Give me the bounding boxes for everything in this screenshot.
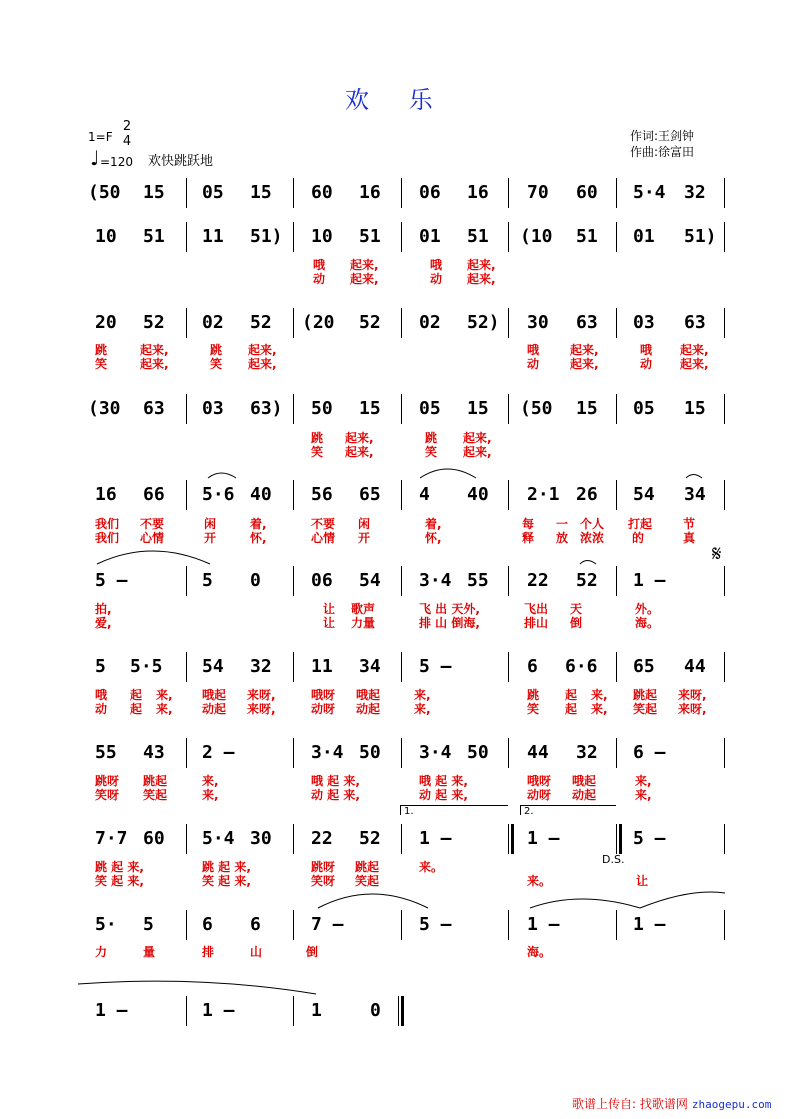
lyric: 来, <box>591 702 608 716</box>
note-group: 15 <box>359 398 381 419</box>
note-group: 15 <box>250 182 272 203</box>
note-group: 30 <box>250 828 272 849</box>
note-group: 10 <box>311 226 333 247</box>
lyric: 动起 <box>202 702 227 716</box>
lyric: 来。 <box>527 874 552 888</box>
note-group: 5 <box>95 656 106 677</box>
time-top: 2 <box>122 119 132 134</box>
lyric: 开 <box>358 531 371 545</box>
lyric: 跳 <box>527 688 540 702</box>
note-group: 2 – <box>202 742 235 763</box>
lyric: 笑 起 来, <box>202 874 251 888</box>
slur <box>97 551 210 564</box>
note-group: 5 <box>143 914 154 935</box>
lyric: 哦 <box>313 258 326 272</box>
performance-style: 欢快跳跃地 <box>148 154 214 169</box>
lyric: 爱, <box>95 616 112 630</box>
lyric: 来, <box>591 688 608 702</box>
note-group: 6·6 <box>565 656 598 677</box>
lyric: 山 <box>250 945 263 959</box>
note-group: 52) <box>467 312 500 333</box>
note-group: 54 <box>202 656 224 677</box>
note-group: 63 <box>684 312 706 333</box>
note-group: 51) <box>250 226 283 247</box>
lyric: 笑 <box>210 357 223 371</box>
lyric: 笑起 <box>143 788 168 802</box>
note-group: 5·6 <box>202 484 235 505</box>
lyric: 起来, <box>140 357 169 371</box>
lyric: 来, <box>156 688 173 702</box>
note-group: 54 <box>359 570 381 591</box>
footer-site-link[interactable]: zhaogepu.com <box>691 1098 772 1111</box>
note-group: 01 <box>419 226 441 247</box>
note-group: 1 – <box>95 1000 128 1021</box>
lyric: 起 <box>565 688 578 702</box>
lyric: 笑呀 <box>311 874 336 888</box>
lyric: 跳 起 来, <box>202 860 251 874</box>
note-group: 5·4 <box>202 828 235 849</box>
note-group: 5· <box>95 914 117 935</box>
lyric: 让 <box>636 874 649 888</box>
lyric: 动 起 来, <box>311 788 360 802</box>
note-group: 6 <box>250 914 261 935</box>
note-group: 10 <box>95 226 117 247</box>
lyric: 跳 <box>210 343 223 357</box>
lyric: 动呀 <box>527 788 552 802</box>
note-group: 40 <box>250 484 272 505</box>
lyric: 来呀, <box>247 688 276 702</box>
lyric: 哦起 <box>202 688 227 702</box>
lyric: 跳呀 <box>95 774 120 788</box>
note-group: 1 – <box>202 1000 235 1021</box>
note-group: 51 <box>576 226 598 247</box>
lyric: 让 <box>323 616 336 630</box>
lyric: 起来, <box>345 431 374 445</box>
lyric: 力 <box>95 945 108 959</box>
lyric: 来呀, <box>678 702 707 716</box>
note-group: 66 <box>143 484 165 505</box>
lyric: 闲 <box>358 517 371 531</box>
lyric: 笑 起 来, <box>95 874 144 888</box>
note-group: 0 <box>370 1000 381 1021</box>
note-group: 16 <box>467 182 489 203</box>
lyric: 跳 起 来, <box>95 860 144 874</box>
lyric: 动 <box>95 702 108 716</box>
note-group: (30 <box>88 398 121 419</box>
lyric: 海。 <box>635 616 660 630</box>
note-group: 51 <box>143 226 165 247</box>
composer: 作曲:徐富田 <box>630 145 695 159</box>
note-group: 7·7 <box>95 828 128 849</box>
note-group: 26 <box>576 484 598 505</box>
lyric: 怀, <box>425 531 442 545</box>
lyric: 哦 起 来, <box>419 774 468 788</box>
note-group: 15 <box>143 182 165 203</box>
lyric: 起来, <box>467 258 496 272</box>
lyric: 来, <box>202 788 219 802</box>
note-group: 5 – <box>419 914 452 935</box>
note-group: 11 <box>202 226 224 247</box>
note-group: 52 <box>359 312 381 333</box>
lyric: 放 <box>556 531 569 545</box>
lyric: 一 <box>556 517 569 531</box>
note-group: (20 <box>302 312 335 333</box>
note-group: 03 <box>202 398 224 419</box>
note-group: 50 <box>359 742 381 763</box>
note-group: 40 <box>467 484 489 505</box>
lyric: 哦 <box>430 258 443 272</box>
lyric: 笑 <box>95 357 108 371</box>
lyric: 排山 <box>524 616 549 630</box>
lyric: 起来, <box>248 357 277 371</box>
lyric: 哦 起 来, <box>311 774 360 788</box>
lyric: 动起 <box>572 788 597 802</box>
lyric: 真 <box>683 531 696 545</box>
quarter-note-icon: ♩ <box>90 146 100 170</box>
lyric: 浓浓 <box>580 531 605 545</box>
footer <box>572 1095 771 1112</box>
note-group: 02 <box>419 312 441 333</box>
note-group: 50 <box>467 742 489 763</box>
note-group: 70 <box>527 182 549 203</box>
lyric: 个人 <box>580 517 605 531</box>
note-group: 32 <box>250 656 272 677</box>
note-group: 51 <box>467 226 489 247</box>
note-group: 20 <box>95 312 117 333</box>
lyric: 海。 <box>527 945 552 959</box>
note-group: 63 <box>576 312 598 333</box>
note-group: 05 <box>202 182 224 203</box>
slur <box>530 899 640 908</box>
note-group: 05 <box>633 398 655 419</box>
note-group: 15 <box>684 398 706 419</box>
note-group: 60 <box>311 182 333 203</box>
time-bottom: 4 <box>122 134 132 149</box>
lyricist: 作词:王剑钟 <box>630 129 695 143</box>
slur <box>208 473 236 478</box>
tempo-value: =120 <box>100 155 133 169</box>
note-group: 50 <box>311 398 333 419</box>
note-group: 43 <box>143 742 165 763</box>
note-group: 5 – <box>95 570 128 591</box>
note-group: (50 <box>88 182 121 203</box>
note-group: 52 <box>143 312 165 333</box>
note-group: 02 <box>202 312 224 333</box>
lyric: 力量 <box>351 616 376 630</box>
lyric: 让 <box>323 602 336 616</box>
note-group: 52 <box>576 570 598 591</box>
note-group: 44 <box>684 656 706 677</box>
slur <box>640 892 725 908</box>
note-group: 6 <box>527 656 538 677</box>
song-title: 欢 乐 <box>345 86 449 114</box>
lyric: 外。 <box>635 602 660 616</box>
lyric: 怀, <box>250 531 267 545</box>
note-group: 54 <box>633 484 655 505</box>
lyric: 排 山 倒海, <box>419 616 480 630</box>
volta-1-label: 1. <box>404 806 414 817</box>
note-group: 56 <box>311 484 333 505</box>
note-group: 3·4 <box>419 570 452 591</box>
note-group: 05 <box>419 398 441 419</box>
lyric: 笑起 <box>633 702 658 716</box>
note-group: 51) <box>684 226 717 247</box>
lyric: 起来, <box>350 272 379 286</box>
lyric: 跳 <box>425 431 438 445</box>
lyric: 来, <box>414 702 431 716</box>
note-group: 2·1 <box>527 484 560 505</box>
lyric: 来, <box>635 788 652 802</box>
lyric: 起来, <box>570 357 599 371</box>
lyric: 起 <box>130 702 143 716</box>
dal-segno: D.S. <box>602 853 625 866</box>
lyric: 起 <box>565 702 578 716</box>
lyric: 笑呀 <box>95 788 120 802</box>
note-group: 22 <box>311 828 333 849</box>
note-group: 34 <box>684 484 706 505</box>
lyric: 着, <box>425 517 442 531</box>
lyric: 的 <box>632 531 645 545</box>
lyric: 不要 <box>311 517 336 531</box>
note-group: (50 <box>520 398 553 419</box>
note-group: 63) <box>250 398 283 419</box>
lyric: 倒 <box>570 616 583 630</box>
lyric: 起来, <box>680 343 709 357</box>
lyric: 起来, <box>350 258 379 272</box>
lyric: 不要 <box>140 517 165 531</box>
note-group: 44 <box>527 742 549 763</box>
lyric: 起来, <box>140 343 169 357</box>
note-group: (10 <box>520 226 553 247</box>
note-group: 1 <box>311 1000 322 1021</box>
note-group: 52 <box>359 828 381 849</box>
slur <box>420 469 476 478</box>
lyric: 节 <box>683 517 696 531</box>
lyric: 笑 <box>527 702 540 716</box>
note-group: 3·4 <box>419 742 452 763</box>
note-group: 5 – <box>419 656 452 677</box>
lyric: 每 <box>522 517 535 531</box>
lyric: 动起 <box>356 702 381 716</box>
note-group: 32 <box>684 182 706 203</box>
note-group: 1 – <box>527 914 560 935</box>
note-group: 55 <box>95 742 117 763</box>
lyric: 倒 <box>306 945 319 959</box>
lyric: 起来, <box>345 445 374 459</box>
lyric: 笑起 <box>355 874 380 888</box>
lyric: 起来, <box>680 357 709 371</box>
lyric: 心情 <box>311 531 336 545</box>
volta-2-label: 2. <box>524 806 534 817</box>
lyric: 动 起 来, <box>419 788 468 802</box>
lyric: 来呀, <box>678 688 707 702</box>
lyric: 哦 <box>527 343 540 357</box>
lyric: 天 <box>570 602 583 616</box>
lyric: 量 <box>143 945 156 959</box>
lyric: 我们 <box>95 517 120 531</box>
note-group: 5 <box>202 570 213 591</box>
note-group: 52 <box>250 312 272 333</box>
note-group: 65 <box>359 484 381 505</box>
note-group: 5·4 <box>633 182 666 203</box>
lyric: 笑 <box>311 445 324 459</box>
note-group: 60 <box>143 828 165 849</box>
lyric: 释 <box>522 531 535 545</box>
key-signature: 1=F <box>88 130 113 144</box>
lyric: 哦 <box>95 688 108 702</box>
lyric: 动 <box>313 272 326 286</box>
lyric: 跳起 <box>143 774 168 788</box>
lyric: 心情 <box>140 531 165 545</box>
note-group: 0 <box>250 570 261 591</box>
note-group: 30 <box>527 312 549 333</box>
lyric: 我们 <box>95 531 120 545</box>
lyric: 跳起 <box>355 860 380 874</box>
lyric: 跳 <box>311 431 324 445</box>
note-group: 60 <box>576 182 598 203</box>
lyric: 歌声 <box>351 602 376 616</box>
lyric: 起来, <box>463 431 492 445</box>
lyric: 动 <box>527 357 540 371</box>
note-group: 16 <box>359 182 381 203</box>
note-group: 5·5 <box>130 656 163 677</box>
note-group: 63 <box>143 398 165 419</box>
lyric: 跳起 <box>633 688 658 702</box>
lyric: 哦 <box>640 343 653 357</box>
slur <box>318 894 428 908</box>
lyric: 飞出 <box>524 602 549 616</box>
note-group: 03 <box>633 312 655 333</box>
note-group: 3·4 <box>311 742 344 763</box>
lyric: 来呀, <box>247 702 276 716</box>
note-group: 06 <box>311 570 333 591</box>
note-group: 34 <box>359 656 381 677</box>
lyric: 来, <box>156 702 173 716</box>
lyric: 哦呀 <box>311 688 336 702</box>
lyric: 起来, <box>467 272 496 286</box>
lyric: 跳 <box>95 343 108 357</box>
lyric: 起来, <box>570 343 599 357</box>
lyric: 开 <box>204 531 217 545</box>
note-group: 6 <box>202 914 213 935</box>
note-group: 11 <box>311 656 333 677</box>
lyric: 起 <box>130 688 143 702</box>
lyric: 来, <box>414 688 431 702</box>
note-group: 1 – <box>633 570 666 591</box>
note-group: 22 <box>527 570 549 591</box>
footer-label: 歌谱上传自: 找歌谱网 <box>572 1097 688 1111</box>
lyric: 闲 <box>204 517 217 531</box>
note-group: 55 <box>467 570 489 591</box>
lyric: 哦呀 <box>527 774 552 788</box>
lyric: 排 <box>202 945 215 959</box>
note-group: 1 – <box>527 828 560 849</box>
note-group: 4 <box>419 484 430 505</box>
lyric: 飞 出 天外, <box>419 602 480 616</box>
lyric: 动呀 <box>311 702 336 716</box>
lyric: 来, <box>635 774 652 788</box>
lyric: 跳呀 <box>311 860 336 874</box>
slur <box>686 475 702 479</box>
lyric: 着, <box>250 517 267 531</box>
note-group: 65 <box>633 656 655 677</box>
lyric: 打起 <box>628 517 653 531</box>
lyric: 动 <box>640 357 653 371</box>
lyric: 起来, <box>248 343 277 357</box>
lyric: 来, <box>202 774 219 788</box>
note-group: 5 – <box>633 828 666 849</box>
note-group: 1 – <box>633 914 666 935</box>
lyric: 哦起 <box>356 688 381 702</box>
note-group: 1 – <box>419 828 452 849</box>
note-group: 06 <box>419 182 441 203</box>
segno-icon: 𝄋 <box>712 542 722 567</box>
note-group: 15 <box>467 398 489 419</box>
slur <box>580 561 596 565</box>
lyric: 笑 <box>425 445 438 459</box>
lyric: 来。 <box>419 860 444 874</box>
note-group: 6 – <box>633 742 666 763</box>
note-group: 15 <box>576 398 598 419</box>
lyric: 动 <box>430 272 443 286</box>
lyric: 哦起 <box>572 774 597 788</box>
note-group: 7 – <box>311 914 344 935</box>
note-group: 32 <box>576 742 598 763</box>
lyric: 起来, <box>463 445 492 459</box>
note-group: 01 <box>633 226 655 247</box>
lyric: 拍, <box>95 602 112 616</box>
note-group: 51 <box>359 226 381 247</box>
note-group: 16 <box>95 484 117 505</box>
slur <box>78 981 316 994</box>
